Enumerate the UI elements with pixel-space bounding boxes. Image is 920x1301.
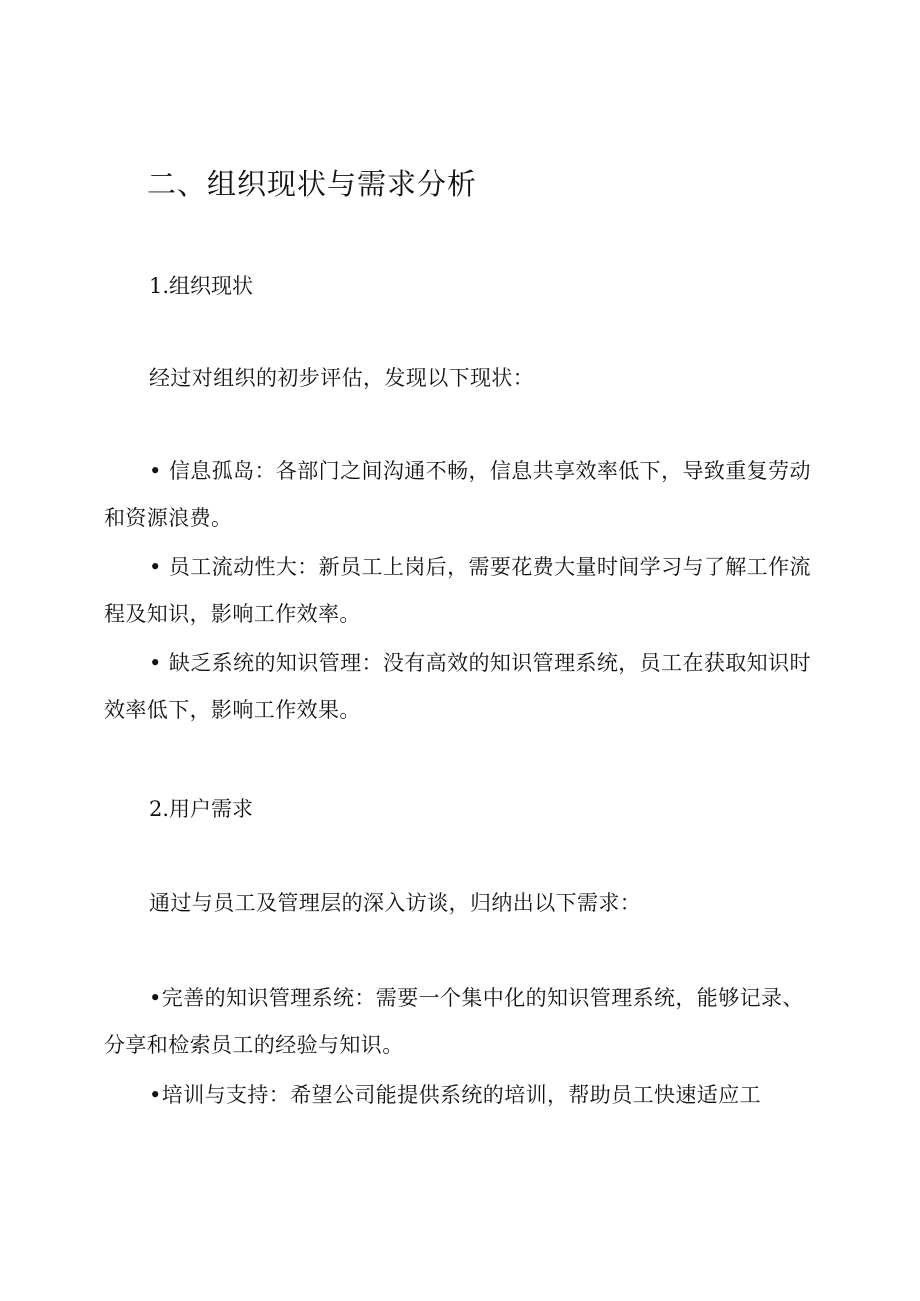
paragraph-needs-intro: 通过与员工及管理层的深入访谈，归纳出以下需求： xyxy=(149,891,642,915)
subheading-user-needs: 2.用户需求 xyxy=(149,797,254,821)
list-item-text: 完善的知识管理系统：需要一个集中化的知识管理系统，能够记录、分享和检索员工的经验与知识。 xyxy=(104,986,804,1057)
list-item-knowledge-system-need xyxy=(104,975,824,1069)
bullet-marker: • xyxy=(149,986,162,1010)
list-item-information-silo xyxy=(104,448,824,542)
bullet-marker: • xyxy=(149,651,162,675)
subheading-organization-status: 1.组织现状 xyxy=(149,274,254,298)
list-item-staff-turnover xyxy=(104,544,824,638)
list-item-knowledge-management-gap xyxy=(104,640,824,734)
list-item-text: 员工流动性大：新员工上岗后，需要花费大量时间学习与了解工作流程及知识，影响工作效率。 xyxy=(104,555,811,626)
bullet-marker: • xyxy=(149,555,162,579)
bullet-marker: • xyxy=(149,1083,162,1107)
list-item-training-need xyxy=(104,1072,824,1119)
list-item-text: 培训与支持：希望公司能提供系统的培训，帮助员工快速适应工 xyxy=(161,1083,761,1107)
bullet-marker: • xyxy=(149,459,162,483)
list-item-text: 缺乏系统的知识管理：没有高效的知识管理系统，员工在获取知识时效率低下，影响工作效果。 xyxy=(104,651,811,722)
section-heading: 二、组织现状与需求分析 xyxy=(147,167,478,201)
paragraph-status-intro: 经过对组织的初步评估，发现以下现状： xyxy=(149,366,535,390)
list-item-text: 信息孤岛：各部门之间沟通不畅，信息共享效率低下，导致重复劳动和资源浪费。 xyxy=(104,459,811,530)
